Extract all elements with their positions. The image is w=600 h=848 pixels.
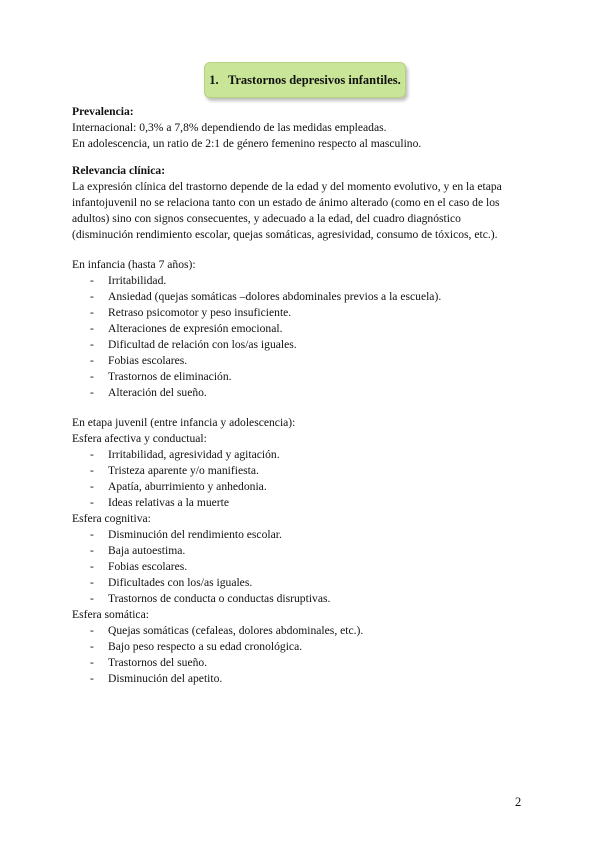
- afectiva-label: Esfera afectiva y conductual:: [72, 432, 207, 445]
- cognitiva-list: [72, 527, 532, 607]
- cognitiva-label: Esfera cognitiva:: [72, 512, 151, 525]
- somatica-list: [72, 623, 532, 687]
- list-item: - Trastornos del sueño.: [72, 655, 532, 671]
- list-item: - Dificultades con los/as iguales.: [72, 575, 532, 591]
- prevalencia-line: En adolescencia, un ratio de 2:1 de género femenino respecto al masculino.: [72, 137, 422, 150]
- list-item: - Trastornos de conducta o conductas disruptivas.: [72, 591, 532, 607]
- somatica-label: Esfera somática:: [72, 608, 149, 621]
- list-item: - Quejas somáticas (cefaleas, dolores abdominales, etc.).: [72, 623, 532, 639]
- relevancia-heading: Relevancia clínica:: [72, 164, 166, 177]
- infancia-intro: En infancia (hasta 7 años):: [72, 258, 196, 271]
- prevalencia-heading: Prevalencia:: [72, 105, 134, 118]
- list-item: - Alteración del sueño.: [72, 385, 532, 401]
- list-item: - Ansiedad (quejas somáticas –dolores abdominales previos a la escuela).: [72, 289, 532, 305]
- list-item: - Alteraciones de expresión emocional.: [72, 321, 532, 337]
- relevancia-line: adultos) sino con signos consecuentes, y adecuado a la edad, del cuadro diagnóstico: [72, 212, 461, 225]
- list-item: - Irritabilidad, agresividad y agitación.: [72, 447, 532, 463]
- section-title-box: [204, 62, 406, 98]
- list-item: - Dificultad de relación con los/as iguales.: [72, 337, 532, 353]
- section-title: 1. Trastornos depresivos infantiles.: [209, 72, 401, 87]
- juvenil-intro: En etapa juvenil (entre infancia y adolescencia):: [72, 416, 296, 429]
- relevancia-line: La expresión clínica del trastorno depende de la edad y del momento evolutivo, y en la etapa: [72, 180, 502, 193]
- list-item: - Fobias escolares.: [72, 353, 532, 369]
- list-item: - Fobias escolares.: [72, 559, 532, 575]
- list-item: - Disminución del rendimiento escolar.: [72, 527, 532, 543]
- infancia-list: [72, 273, 532, 401]
- list-item: - Tristeza aparente y/o manifiesta.: [72, 463, 532, 479]
- relevancia-line: (disminución rendimiento escolar, quejas somáticas, agresividad, consumo de tóxicos, etc.).: [72, 228, 498, 241]
- page-number: 2: [515, 795, 522, 809]
- document-body: [72, 104, 532, 687]
- relevancia-line: infantojuvenil no se relaciona tanto con un estado de ánimo alterado (como en el caso de los: [72, 196, 500, 209]
- list-item: - Trastornos de eliminación.: [72, 369, 532, 385]
- list-item: - Baja autoestima.: [72, 543, 532, 559]
- list-item: - Irritabilidad.: [72, 273, 532, 289]
- list-item: - Disminución del apetito.: [72, 671, 532, 687]
- prevalencia-line: Internacional: 0,3% a 7,8% dependiendo de las medidas empleadas.: [72, 121, 387, 134]
- list-item: - Apatía, aburrimiento y anhedonia.: [72, 479, 532, 495]
- list-item: - Bajo peso respecto a su edad cronológica.: [72, 639, 532, 655]
- afectiva-list: [72, 447, 532, 511]
- list-item: - Retraso psicomotor y peso insuficiente.: [72, 305, 532, 321]
- list-item: - Ideas relativas a la muerte: [72, 495, 532, 511]
